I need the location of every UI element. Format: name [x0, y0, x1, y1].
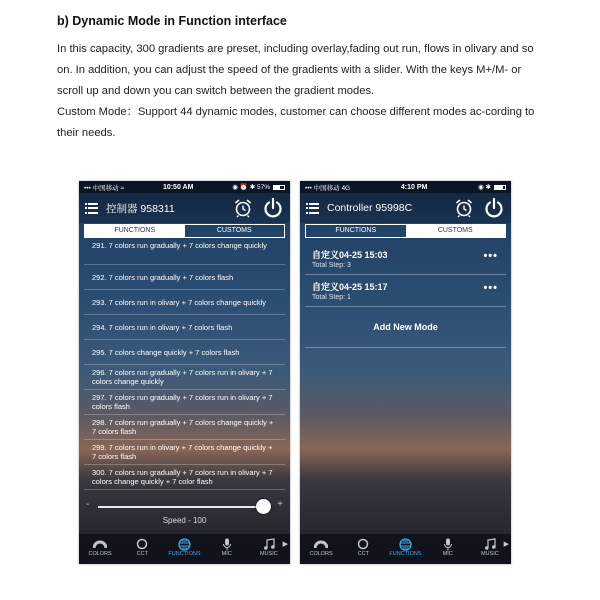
chevron-right-icon[interactable]: ▶ — [503, 541, 509, 548]
slider-handle[interactable] — [256, 499, 271, 514]
tabbar-label: COLORS — [309, 551, 333, 557]
tabbar-label: MUSIC — [480, 551, 499, 557]
custom-mode-item[interactable] — [305, 276, 506, 307]
tabbar-label: FUNCTIONS — [168, 551, 201, 557]
battery-icon — [273, 185, 285, 190]
tabbar-label: CCT — [136, 551, 148, 557]
function-item-292[interactable]: 292. 7 colors run gradually + 7 colors flash — [84, 265, 285, 290]
tabbar-item-colors[interactable] — [302, 537, 340, 557]
custom-mode-item[interactable] — [305, 244, 506, 275]
power-icon[interactable] — [262, 197, 284, 219]
tabbar-item-mic[interactable] — [429, 537, 467, 557]
function-item-299[interactable]: 299. 7 colors run in olivary + 7 colors change quickly + 7 colors flash — [84, 440, 285, 465]
status-time: 10:50 AM — [162, 183, 194, 191]
battery-icon — [494, 185, 506, 190]
function-item-294[interactable]: 294. 7 colors run in olivary + 7 colors flash — [84, 315, 285, 340]
mic-icon — [222, 538, 232, 551]
status-time: 4:10 PM — [400, 183, 428, 191]
status-icons: ◉ ✱ — [478, 184, 491, 191]
tabbar-label: COLORS — [88, 551, 112, 557]
alarm-clock-icon[interactable] — [454, 198, 474, 218]
app-title: 控制器 958311 — [106, 202, 175, 215]
speed-increase-button[interactable]: + — [277, 499, 283, 510]
bottom-tab-bar — [79, 534, 290, 564]
tabbar-item-cct[interactable] — [123, 537, 161, 557]
chevron-right-icon[interactable]: ▶ — [282, 541, 288, 548]
app-header — [300, 193, 511, 223]
status-icons: ◉ ⏰ ✱ 57% — [232, 184, 270, 191]
power-icon[interactable] — [483, 197, 505, 219]
slider-track[interactable] — [98, 506, 263, 508]
functions-icon — [178, 538, 191, 551]
tab-functions[interactable]: FUNCTIONS — [85, 225, 185, 237]
more-options-icon[interactable]: ••• — [483, 282, 498, 294]
app-title: Controller 95998C — [327, 202, 413, 214]
mode-tabs — [84, 224, 285, 238]
tabbar-item-functions[interactable] — [165, 537, 203, 557]
doc-title: b) Dynamic Mode in Function interface — [57, 14, 287, 28]
mode-tabs — [305, 224, 506, 238]
colors-icon — [93, 539, 107, 549]
music-icon — [263, 538, 275, 550]
speed-decrease-button[interactable]: - — [86, 499, 90, 510]
cct-icon — [357, 538, 369, 550]
more-options-icon[interactable]: ••• — [483, 250, 498, 262]
tabbar-label: MUSIC — [259, 551, 278, 557]
tabbar-item-mic[interactable] — [208, 537, 246, 557]
add-new-mode-button[interactable]: Add New Mode — [305, 314, 506, 348]
alarm-clock-icon[interactable] — [233, 198, 253, 218]
tabbar-label: CCT — [357, 551, 369, 557]
tab-customs[interactable]: CUSTOMS — [406, 225, 506, 237]
custom-mode-steps: Total Step: 3 — [312, 262, 351, 269]
speed-label: Speed - 100 — [162, 516, 207, 525]
tab-functions[interactable]: FUNCTIONS — [335, 227, 377, 234]
status-carrier: ••• 中国移动 ≈ — [84, 184, 125, 192]
music-icon — [484, 538, 496, 550]
phone-screenshot-functions — [79, 181, 290, 564]
custom-mode-name: 自定义04-25 15:17 — [312, 282, 388, 292]
function-item-293[interactable]: 293. 7 colors run in olivary + 7 colors change quickly — [84, 290, 285, 315]
function-item-298[interactable]: 298. 7 colors run gradually + 7 colors change quickly + 7 colors flash — [84, 415, 285, 440]
custom-mode-name: 自定义04-25 15:03 — [312, 250, 388, 260]
mic-icon — [443, 538, 453, 551]
phone-screenshot-customs — [300, 181, 511, 564]
tabbar-label: FUNCTIONS — [389, 551, 422, 557]
custom-mode-steps: Total Step: 1 — [312, 294, 351, 301]
tabbar-item-cct[interactable] — [344, 537, 382, 557]
bottom-tab-bar — [300, 534, 511, 564]
tabbar-item-colors[interactable] — [81, 537, 119, 557]
function-item-291[interactable]: 291. 7 colors run gradually + 7 colors change quickly — [84, 240, 285, 265]
doc-paragraph-1: In this capacity, 300 gradients are preset, including overlay,fading out run, flows in olivary and so on. In addition, you can adjust the speed of the gradients with a slider. With the keys M+/M- or scroll up and down you can switch between the gradient modes. — [57, 43, 534, 97]
status-bar — [79, 181, 290, 193]
function-item-300[interactable]: 300. 7 colors run gradually + 7 colors run in olivary + 7 colors change quickly + 7 color flash — [84, 465, 285, 490]
menu-icon[interactable] — [306, 203, 319, 214]
doc-paragraph-2: Custom Mode：Support 44 dynamic modes, customer can choose different modes ac-cording to their needs. — [57, 106, 535, 139]
function-item-297[interactable]: 297. 7 colors run gradually + 7 colors run in olivary + 7 colors flash — [84, 390, 285, 415]
function-item-295[interactable]: 295. 7 colors change quickly + 7 colors flash — [84, 340, 285, 365]
app-header — [79, 193, 290, 223]
tabbar-label: MIC — [442, 551, 453, 557]
function-item-296[interactable]: 296. 7 colors run gradually + 7 colors run in olivary + 7 colors change quickly — [84, 365, 285, 390]
functions-icon — [399, 538, 412, 551]
colors-icon — [314, 539, 328, 549]
status-bar — [300, 181, 511, 193]
menu-icon[interactable] — [85, 203, 98, 214]
tab-customs[interactable]: CUSTOMS — [216, 227, 252, 234]
cct-icon — [136, 538, 148, 550]
tabbar-label: MIC — [221, 551, 232, 557]
speed-slider[interactable] — [84, 499, 285, 513]
function-list — [84, 240, 285, 490]
tabbar-item-functions[interactable] — [386, 537, 424, 557]
doc-paragraphs — [57, 39, 547, 144]
status-carrier: ••• 中国移动 4G — [305, 184, 351, 192]
